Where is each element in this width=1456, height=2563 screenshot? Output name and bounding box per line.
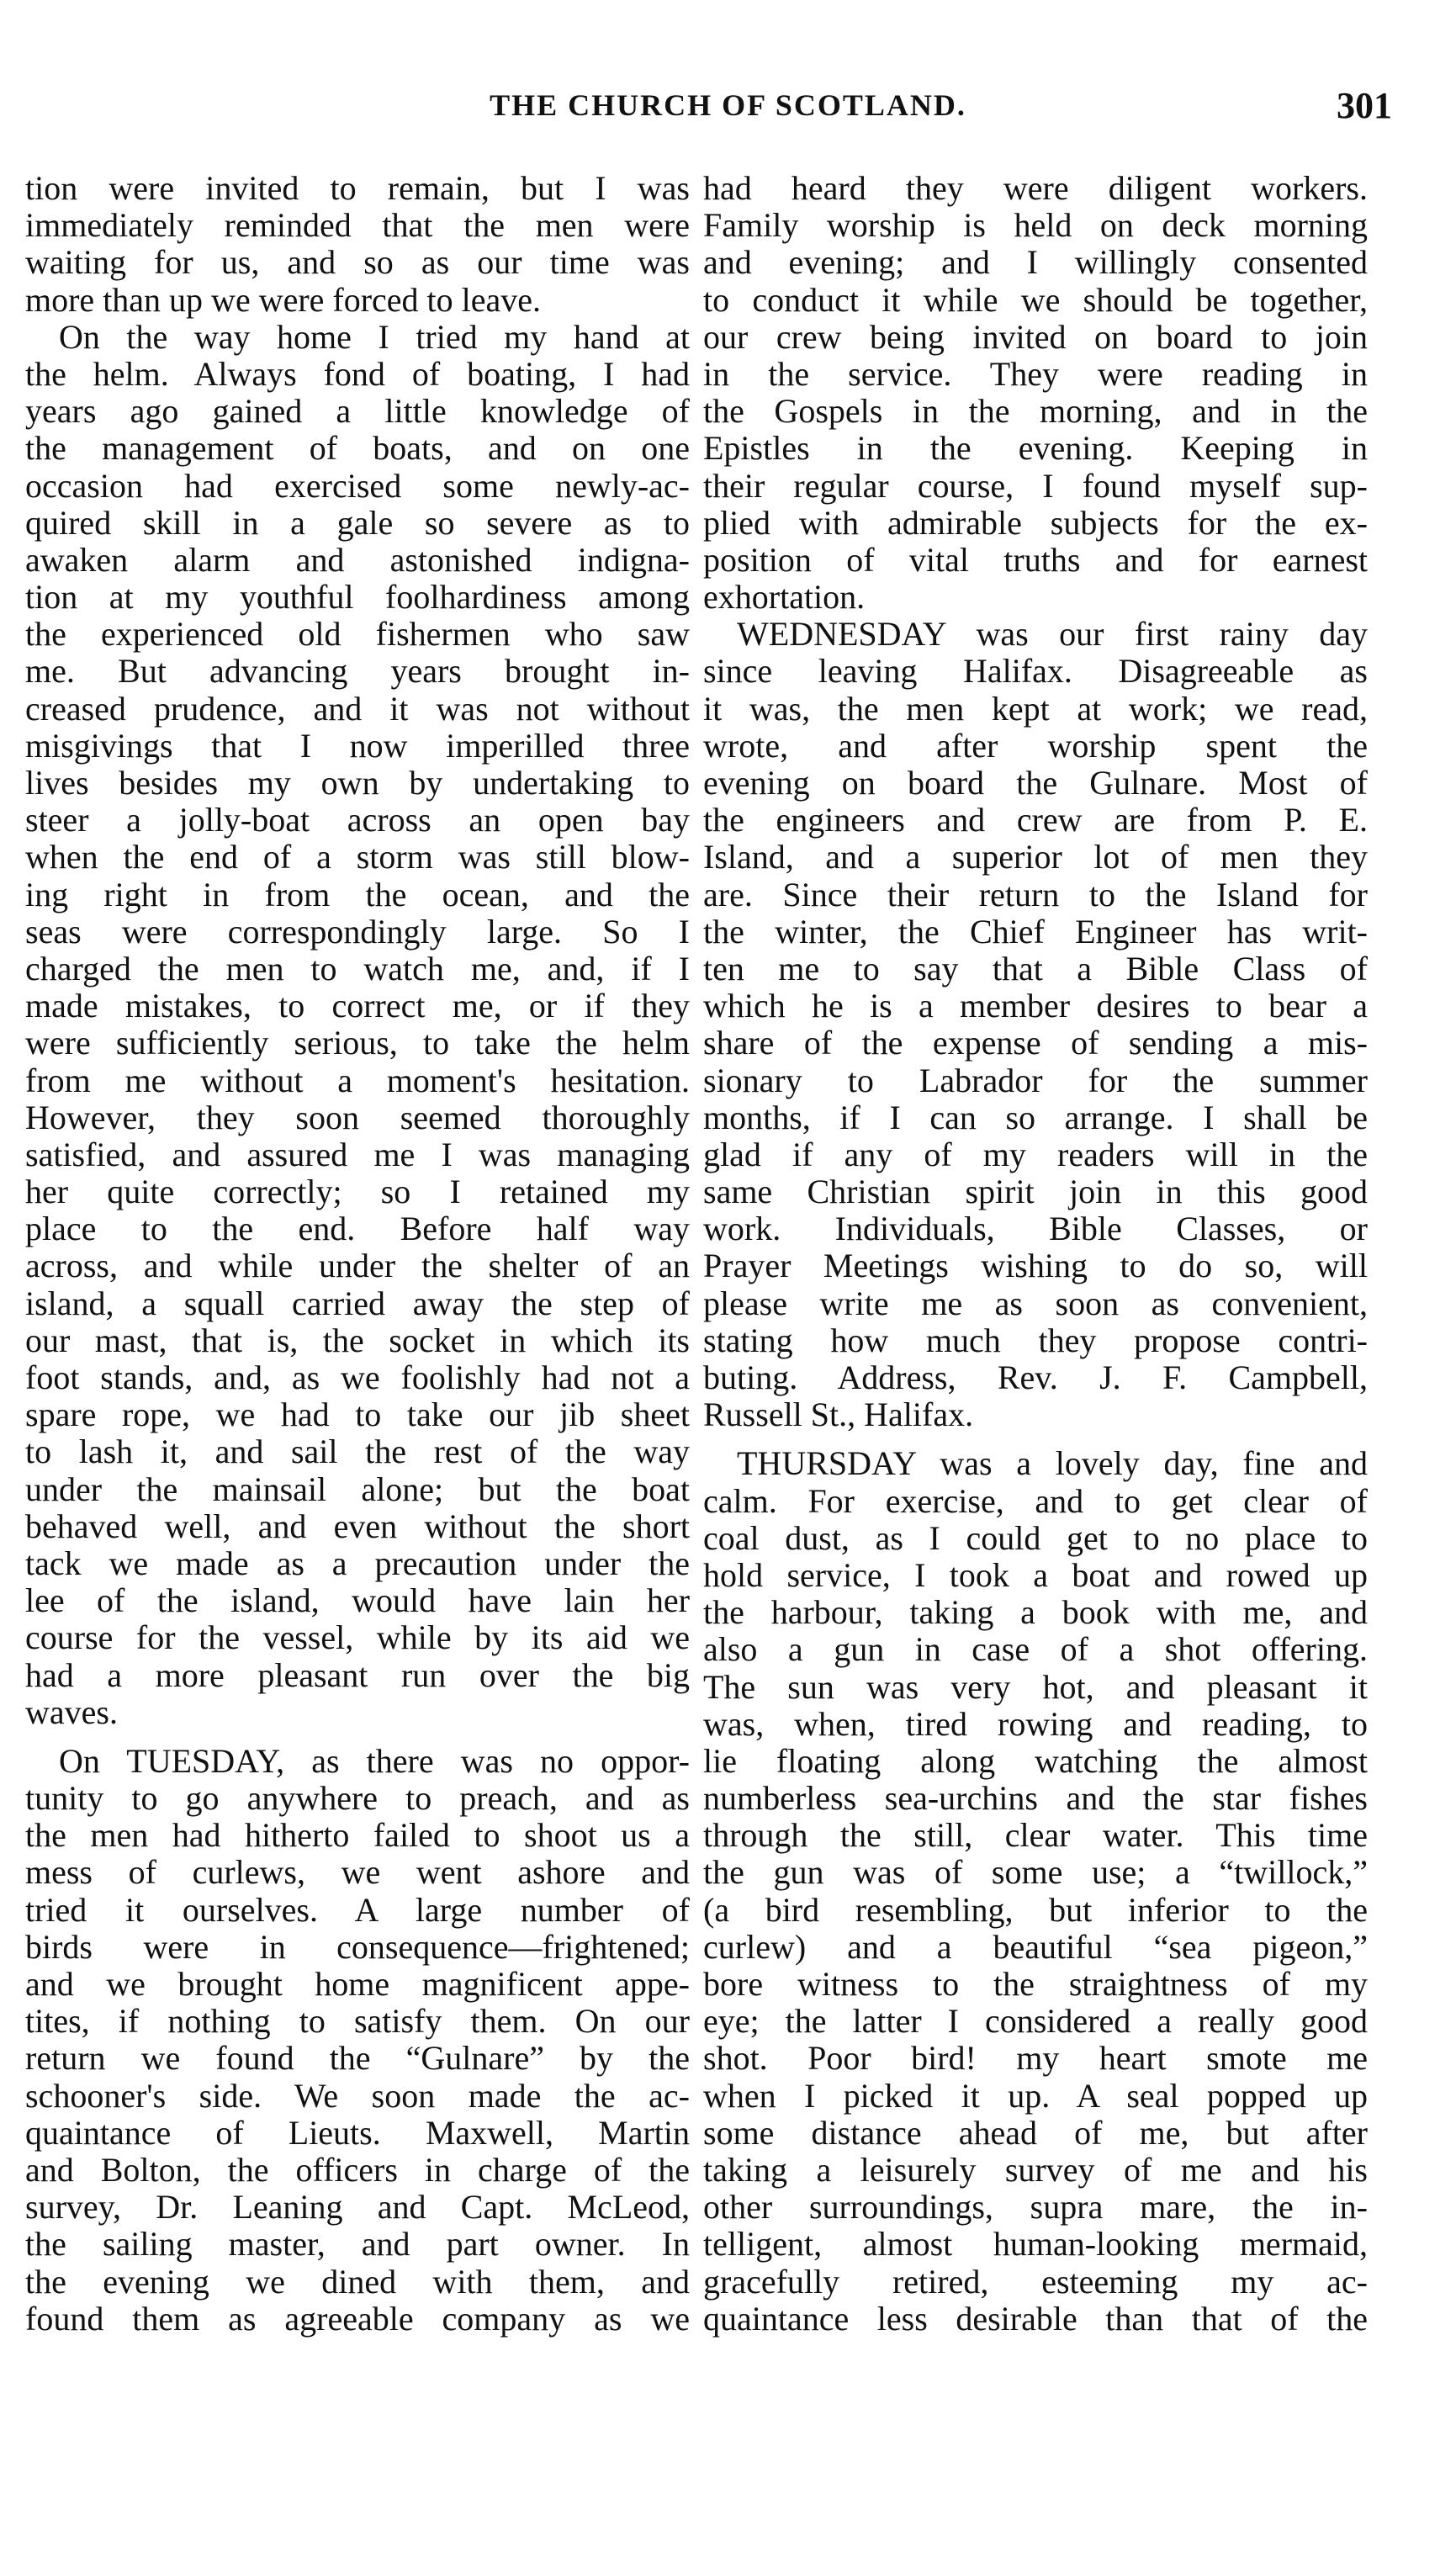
- text-line: tried it ourselves. A large number of: [25, 1891, 690, 1929]
- text-line: Prayer Meetings wishing to do so, will: [703, 1247, 1368, 1285]
- text-line: curlew) and a beautiful “sea pigeon,”: [703, 1928, 1368, 1966]
- text-line: the sailing master, and part owner. In: [25, 2226, 690, 2264]
- text-line: Epistles in the evening. Keeping in: [703, 430, 1368, 468]
- text-line: it was, the men kept at work; we read,: [703, 690, 1368, 728]
- text-line: tack we made as a precaution under the: [25, 1544, 690, 1582]
- text-line: other surroundings, supra mare, the in-: [703, 2189, 1368, 2227]
- text-line: had a more pleasant run over the big: [25, 1656, 690, 1694]
- text-line: to lash it, and sail the rest of the way: [25, 1433, 690, 1471]
- text-line: island, a squall carried away the step of: [25, 1284, 690, 1322]
- text-line: charged the men to watch me, and, if I: [25, 950, 690, 988]
- text-line: (a bird resembling, but inferior to the: [703, 1891, 1368, 1929]
- text-line: made mistakes, to correct me, or if they: [25, 988, 690, 1025]
- text-line: the men had hitherto failed to shoot us a: [25, 1817, 690, 1855]
- text-line: tunity to go anywhere to preach, and as: [25, 1780, 690, 1818]
- text-line: and Bolton, the officers in charge of the: [25, 2151, 690, 2189]
- text-line: to conduct it while we should be together,: [703, 281, 1368, 319]
- text-line: On TUESDAY, as there was no oppor-: [59, 1742, 690, 1780]
- text-line: creased prudence, and it was not without: [25, 690, 690, 728]
- text-line: Island, and a superior lot of men they: [703, 839, 1368, 876]
- paragraph-gap: [703, 1433, 1368, 1445]
- text-line: more than up we were forced to leave.: [25, 281, 542, 319]
- text-line: foot stands, and, as we foolishly had not a: [25, 1359, 690, 1396]
- text-line: ten me to say that a Bible Class of: [703, 950, 1368, 988]
- text-line: plied with admirable subjects for the ex-: [703, 504, 1368, 542]
- paragraph-gap: [25, 1731, 690, 1743]
- text-line: behaved well, and even without the short: [25, 1507, 690, 1545]
- text-line: please write me as soon as convenient,: [703, 1284, 1368, 1322]
- text-line: share of the expense of sending a mis-: [703, 1025, 1368, 1062]
- text-line: the engineers and crew are from P. E.: [703, 802, 1368, 839]
- text-line: under the mainsail alone; but the boat: [25, 1470, 690, 1508]
- text-line: evening on board the Gulnare. Most of: [703, 765, 1368, 802]
- text-line: in the service. They were reading in: [703, 355, 1368, 393]
- text-line: coal dust, as I could get to no place to: [703, 1519, 1368, 1557]
- text-line: quaintance of Lieuts. Maxwell, Martin: [25, 2114, 690, 2152]
- text-line: which he is a member desires to bear a: [703, 988, 1368, 1025]
- text-line: some distance ahead of me, but after: [703, 2114, 1368, 2152]
- text-line: through the still, clear water. This time: [703, 1817, 1368, 1855]
- text-line: bore witness to the straightness of my: [703, 1966, 1368, 2003]
- text-line: misgivings that I now imperilled three: [25, 727, 690, 765]
- text-line: shot. Poor bird! my heart smote me: [703, 2040, 1368, 2078]
- text-line: the experienced old fishermen who saw: [25, 616, 690, 654]
- text-line: same Christian spirit join in this good: [703, 1173, 1368, 1211]
- text-line: our crew being invited on board to join: [703, 318, 1368, 356]
- text-line: calm. For exercise, and to get clear of: [703, 1482, 1368, 1520]
- text-line: the management of boats, and on one: [25, 430, 690, 468]
- right-text-column: [703, 170, 1368, 2338]
- text-line: steer a jolly-boat across an open bay: [25, 802, 690, 839]
- text-line: lie floating along watching the almost: [703, 1742, 1368, 1780]
- text-line: the evening we dined with them, and: [25, 2263, 690, 2301]
- text-line: when I picked it up. A seal popped up: [703, 2077, 1368, 2115]
- text-line: course for the vessel, while by its aid we: [25, 1619, 690, 1657]
- text-line: the helm. Always fond of boating, I had: [25, 355, 690, 393]
- text-line: lives besides my own by undertaking to: [25, 765, 690, 802]
- text-line: birds were in consequence—frightened;: [25, 1928, 690, 1966]
- text-line: buting. Address, Rev. J. F. Campbell,: [703, 1359, 1368, 1396]
- text-line: schooner's side. We soon made the ac-: [25, 2077, 690, 2115]
- left-text-column: [25, 170, 690, 2338]
- text-line: eye; the latter I considered a really good: [703, 2003, 1368, 2041]
- text-line: gracefully retired, esteeming my ac-: [703, 2263, 1368, 2301]
- text-line: Russell St., Halifax.: [703, 1396, 974, 1434]
- text-line: also a gun in case of a shot offering.: [703, 1631, 1368, 1669]
- text-line: the gun was of some use; a “twillock,”: [703, 1854, 1368, 1892]
- text-line: satisfied, and assured me I was managing: [25, 1136, 690, 1173]
- text-line: had heard they were diligent workers.: [703, 170, 1368, 207]
- text-line: quaintance less desirable than that of the: [703, 2300, 1368, 2338]
- text-line: since leaving Halifax. Disagreeable as: [703, 653, 1368, 691]
- text-line: position of vital truths and for earnest: [703, 541, 1368, 579]
- text-line: our mast, that is, the socket in which its: [25, 1321, 690, 1359]
- text-line: were sufficiently serious, to take the helm: [25, 1025, 690, 1062]
- text-line: However, they soon seemed thoroughly: [25, 1099, 690, 1136]
- text-line: across, and while under the shelter of an: [25, 1247, 690, 1285]
- text-line: place to the end. Before half way: [25, 1210, 690, 1248]
- running-title: THE CHURCH OF SCOTLAND.: [490, 88, 966, 122]
- text-line: from me without a moment's hesitation.: [25, 1062, 690, 1099]
- text-line: me. But advancing years brought in-: [25, 653, 690, 691]
- text-line: ing right in from the ocean, and the: [25, 876, 690, 913]
- text-line: when the end of a storm was still blow-: [25, 839, 690, 876]
- text-line: tion were invited to remain, but I was: [25, 170, 690, 207]
- text-line: was, when, tired rowing and reading, to: [703, 1705, 1368, 1743]
- text-line: occasion had exercised some newly-ac-: [25, 467, 690, 505]
- text-line: glad if any of my readers will in the: [703, 1136, 1368, 1173]
- text-line: sionary to Labrador for the summer: [703, 1062, 1368, 1099]
- text-line: return we found the “Gulnare” by the: [25, 2040, 690, 2078]
- text-line: tites, if nothing to satisfy them. On our: [25, 2003, 690, 2041]
- text-line: taking a leisurely survey of me and his: [703, 2151, 1368, 2189]
- text-line: exhortation.: [703, 579, 866, 617]
- text-line: the winter, the Chief Engineer has writ-: [703, 913, 1368, 951]
- text-line: WEDNESDAY was our first rainy day: [737, 616, 1368, 654]
- text-line: numberless sea-urchins and the star fishes: [703, 1780, 1368, 1818]
- page-number: 301: [1337, 85, 1392, 126]
- text-line: On the way home I tried my hand at: [59, 318, 690, 356]
- text-line: THURSDAY was a lovely day, fine and: [737, 1445, 1368, 1483]
- text-line: stating how much they propose contri-: [703, 1321, 1368, 1359]
- text-line: The sun was very hot, and pleasant it: [703, 1668, 1368, 1706]
- text-line: wrote, and after worship spent the: [703, 727, 1368, 765]
- text-line: Family worship is held on deck morning: [703, 207, 1368, 245]
- text-line: years ago gained a little knowledge of: [25, 393, 690, 431]
- text-line: their regular course, I found myself sup-: [703, 467, 1368, 505]
- text-line: waves.: [25, 1693, 118, 1731]
- text-line: hold service, I took a boat and rowed up: [703, 1556, 1368, 1594]
- text-line: and we brought home magnificent appe-: [25, 1966, 690, 2003]
- running-head: [0, 84, 1456, 135]
- text-line: seas were correspondingly large. So I: [25, 913, 690, 951]
- text-line: tion at my youthful foolhardiness among: [25, 579, 690, 617]
- text-line: mess of curlews, we went ashore and: [25, 1854, 690, 1892]
- text-line: waiting for us, and so as our time was: [25, 244, 690, 282]
- text-line: are. Since their return to the Island for: [703, 876, 1368, 913]
- text-line: the harbour, taking a book with me, and: [703, 1594, 1368, 1632]
- text-line: quired skill in a gale so severe as to: [25, 504, 690, 542]
- text-line: immediately reminded that the men were: [25, 207, 690, 245]
- text-line: months, if I can so arrange. I shall be: [703, 1099, 1368, 1136]
- text-line: found them as agreeable company as we: [25, 2300, 690, 2338]
- text-line: telligent, almost human-looking mermaid,: [703, 2226, 1368, 2264]
- text-line: lee of the island, would have lain her: [25, 1582, 690, 1620]
- text-line: survey, Dr. Leaning and Capt. McLeod,: [25, 2189, 690, 2227]
- text-line: awaken alarm and astonished indigna-: [25, 541, 690, 579]
- text-line: spare rope, we had to take our jib sheet: [25, 1396, 690, 1434]
- text-line: work. Individuals, Bible Classes, or: [703, 1210, 1368, 1248]
- text-line: and evening; and I willingly consented: [703, 244, 1368, 282]
- text-line: the Gospels in the morning, and in the: [703, 393, 1368, 431]
- text-line: her quite correctly; so I retained my: [25, 1173, 690, 1211]
